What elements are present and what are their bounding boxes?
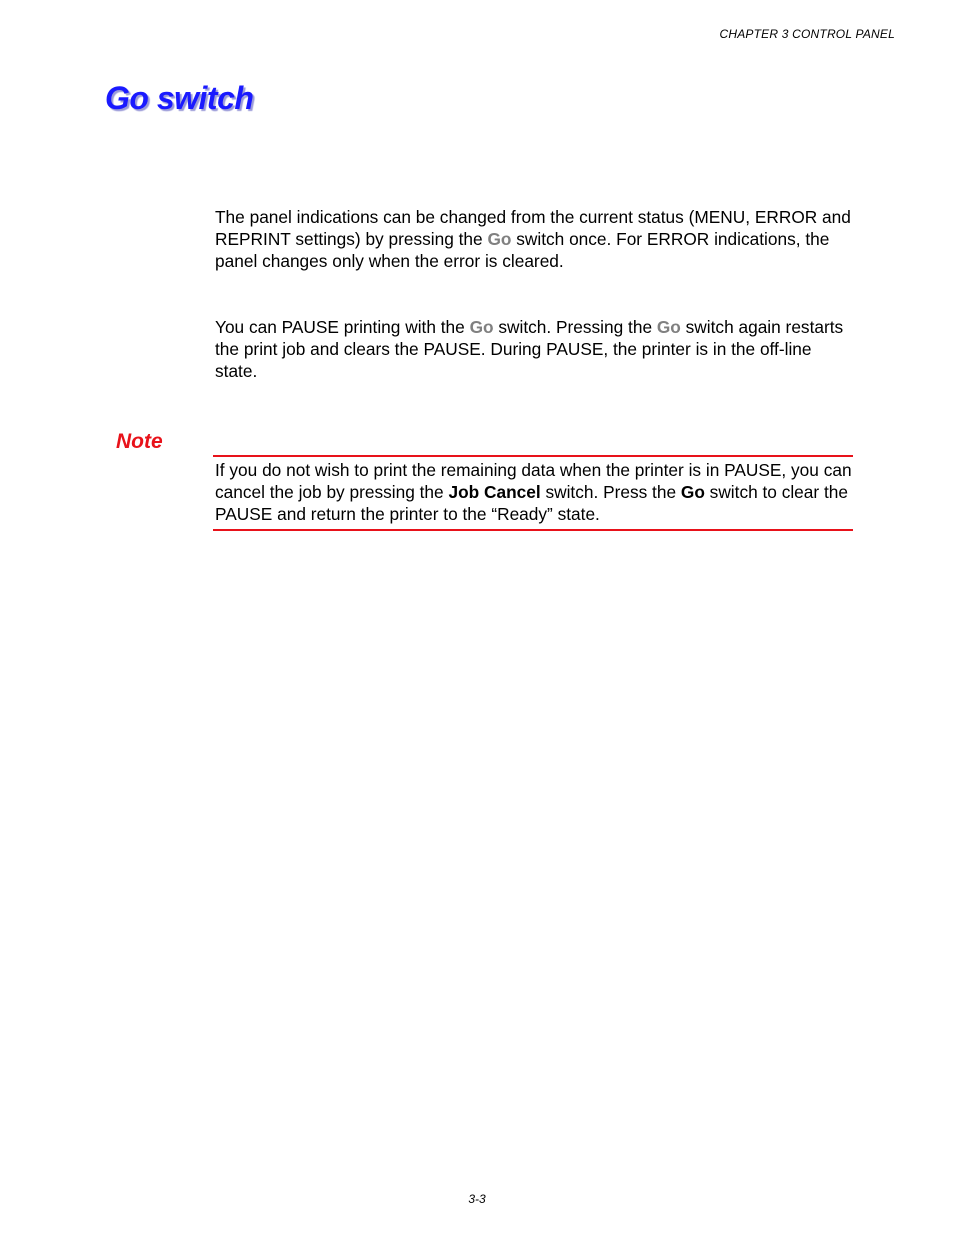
text-run: switch to clear the PAUSE and return the printer to the “Ready” state. [215, 482, 848, 524]
page-number: 3-3 [468, 1192, 486, 1206]
text-run: switch. Press the [540, 482, 681, 502]
text-run: If you do not wish to print the remaining data when the printer is in PAUSE, you can cancel the job by pressing the [215, 460, 852, 502]
go-switch-label: Go [469, 317, 494, 337]
note-label: Note [116, 430, 163, 453]
note-box [213, 455, 853, 531]
note-text [215, 459, 853, 525]
page-title: Go switch [105, 80, 254, 116]
go-switch-label: Go [487, 229, 512, 249]
go-switch-label: Go [680, 482, 705, 502]
job-cancel-label: Job Cancel [448, 482, 541, 502]
text-run: You can PAUSE printing with the [215, 317, 470, 337]
text-run: The panel indications can be changed from the current status (MENU, ERROR and REPRINT settings) by pressing the [215, 207, 851, 249]
text-run: switch again restarts the print job and clears the PAUSE. During PAUSE, the printer is in the off-line state. [215, 317, 844, 381]
running-header: CHAPTER 3 CONTROL PANEL [719, 27, 895, 41]
text-run: switch. Pressing the [493, 317, 657, 337]
paragraph-pause [215, 316, 855, 382]
text-run: switch once. For ERROR indications, the panel changes only when the error is cleared. [215, 229, 830, 271]
go-switch-label: Go [656, 317, 681, 337]
paragraph-panel-indications [215, 206, 855, 272]
